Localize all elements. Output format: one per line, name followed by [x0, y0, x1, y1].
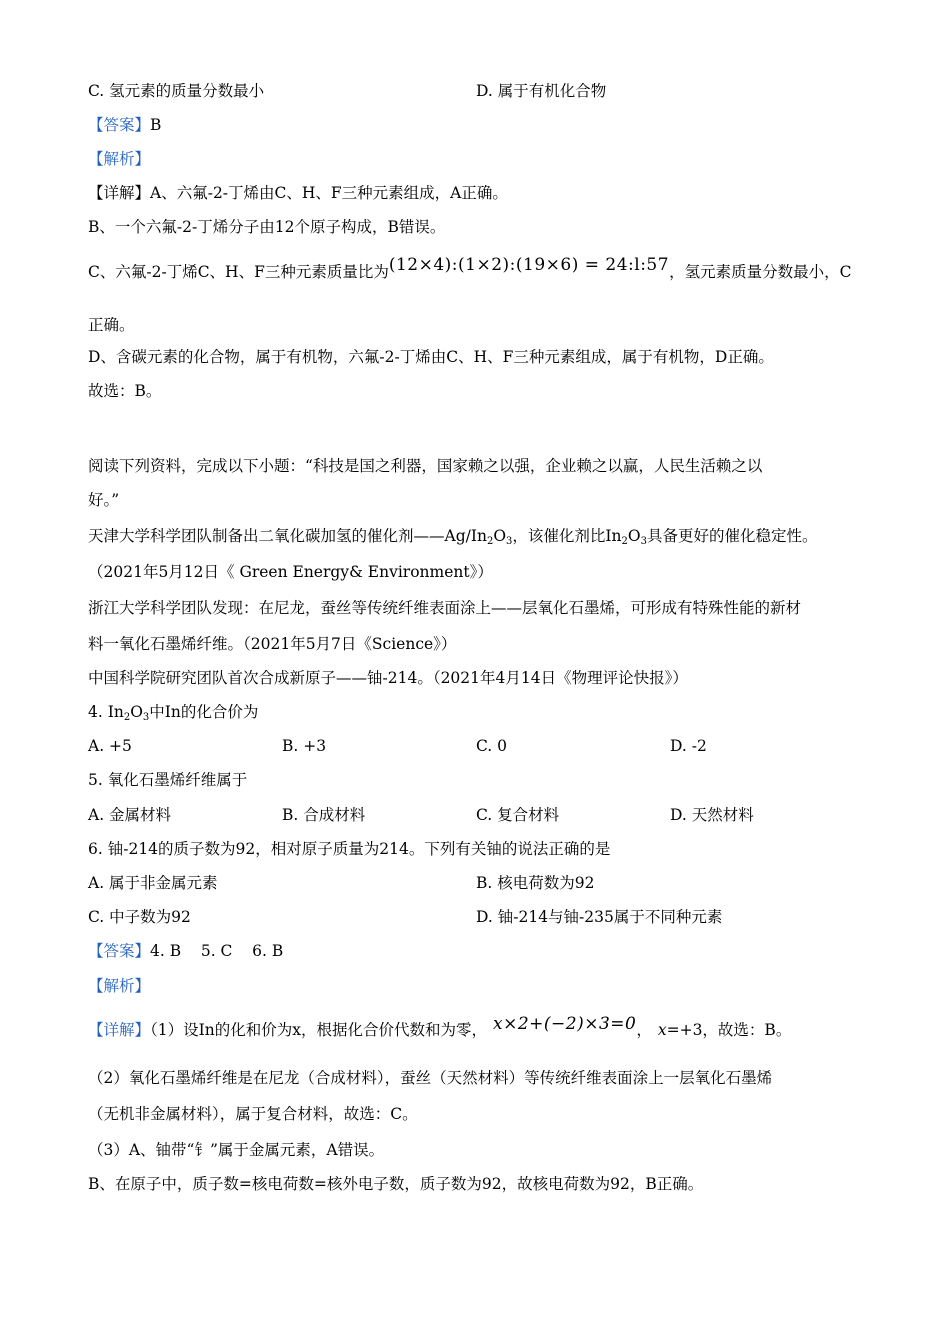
sub-3: 3 [506, 536, 513, 547]
q6-option-a: A. 属于非金属元素 [88, 874, 218, 892]
reading-line-5: 浙江大学科学团队发现：在尼龙，蚕丝等传统纤维表面涂上——层氧化石墨烯，可形成有特殊性能的新材 [88, 599, 802, 617]
explain2-line-2: （2）氧化石墨烯纤维是在尼龙（合成材料），蚕丝（天然材料）等传统纤维表面涂上一层氧化石墨烯 [88, 1069, 773, 1087]
q4-sub-3: 3 [142, 712, 150, 723]
option-d-prev: D. 属于有机化合物 [476, 82, 607, 100]
q6-option-c: C. 中子数为92 [88, 908, 191, 926]
sub-3b: 3 [640, 536, 647, 547]
q4-stem-b: O [130, 703, 143, 721]
q5-option-a: A. 金属材料 [88, 806, 172, 824]
explain1-line-2: B、一个六氟-2-丁烯分子由12个原子构成，B错误。 [88, 218, 446, 236]
explain1-c-text: C、六氟-2-丁烯C、H、F三种元素质量比为 [88, 263, 389, 281]
option-c-prev: C. 氢元素的质量分数最小 [88, 82, 265, 100]
q6-option-d: D. 铀-214与铀-235属于不同种元素 [476, 908, 723, 926]
reading-tianjin-a: 天津大学科学团队制备出二氧化碳加氢的催化剂——Ag/In [88, 527, 487, 545]
reading-line-7: 中国科学院研究团队首次合成新原子——铀-214。（2021年4月14日《物理评论快报》） [88, 669, 688, 687]
reading-line-1: 阅读下列资料，完成以下小题：“科技是国之利器，国家赖之以强，企业赖之以赢，人民生活赖之以 [88, 457, 763, 475]
answer-line-1 [88, 115, 161, 135]
q4-stem-c: 中In的化合价为 [149, 703, 259, 721]
reading-line-3 [88, 526, 818, 552]
reading-tianjin-d: O [627, 527, 641, 545]
analysis-tag-1: 【解析】 [88, 150, 151, 168]
q5-option-c: C. 复合材料 [476, 806, 560, 824]
q4-stem [88, 702, 258, 728]
detail-tag-2: 【详解】 [88, 1021, 151, 1039]
explain1-line-4: 正确。 [88, 316, 135, 334]
detail-tag: 【详解】 [88, 184, 151, 202]
answer-value-2: 4. B 5. C 6. B [150, 942, 284, 960]
reading-line-4: （2021年5月12日《 Green Energy& Environment》） [88, 563, 493, 581]
sub-2: 2 [486, 536, 494, 547]
q4-stem-a: 4. In [88, 703, 124, 721]
explain2-1a: （1）设In的化和价为x，根据化合价代数和为零， [150, 1021, 487, 1039]
q5-option-b: B. 合成材料 [282, 806, 366, 824]
explain1-c-tail: ，氢元素质量分数最小，C [669, 263, 852, 281]
q5-option-d: D. 天然材料 [670, 806, 754, 824]
answer-line-2 [88, 941, 283, 961]
reading-line-2: 好。” [88, 491, 120, 509]
explain2-1c: =+3，故选：B。 [666, 1021, 792, 1039]
answer-tag-2: 【答案】 [88, 942, 151, 960]
reading-tianjin-e: 具备更好的催化稳定性。 [647, 527, 818, 545]
sub-2b: 2 [621, 536, 628, 547]
q4-option-b: B. +3 [282, 737, 327, 755]
reading-line-6: 料一氧化石墨烯纤维。（2021年5月7日《Science》） [88, 635, 457, 653]
explain1-line-5: D、含碳元素的化合物，属于有机物，六氟-2-丁烯由C、H、F三种元素组成，属于有机物，D正确。 [88, 348, 774, 366]
q5-stem: 5. 氧化石墨烯纤维属于 [88, 771, 248, 789]
explain2-1b: ， [636, 1021, 652, 1039]
explain2-line-1 [88, 1014, 792, 1040]
explain1-a: A、六氟-2-丁烯由C、H、F三种元素组成，A正确。 [150, 184, 508, 202]
analysis-tag-2: 【解析】 [88, 977, 151, 995]
explain2-line-5: B、在原子中，质子数=核电荷数=核外电子数，质子数为92，故核电荷数为92，B正确。 [88, 1175, 704, 1193]
q6-stem: 6. 铀-214的质子数为92，相对原子质量为214。下列有关铀的说法正确的是 [88, 840, 611, 858]
q4-sub-2: 2 [123, 712, 131, 723]
explain2-line-4: （3）A、铀带“钅”属于金属元素，A错误。 [88, 1141, 385, 1159]
q4-option-d: D. -2 [670, 737, 707, 755]
reading-tianjin-b: O [493, 527, 507, 545]
q6-option-b: B. 核电荷数为92 [476, 874, 595, 892]
reading-tianjin-c: ，该催化剂比In [512, 527, 622, 545]
explain2-var-x: x [657, 1021, 667, 1039]
explain1-line-3 [88, 255, 852, 282]
q4-option-c: C. 0 [476, 737, 508, 755]
explain2-line-3: （无机非金属材料），属于复合材料，故选：C。 [88, 1105, 418, 1123]
mass-ratio-formula: (12×4):(1×2):(19×6) = 24:l:57 [388, 255, 670, 275]
answer-value: B [150, 116, 162, 134]
q4-option-a: A. +5 [88, 737, 132, 755]
valence-equation: x×2+(−2)×3=0 [492, 1014, 637, 1034]
answer-tag: 【答案】 [88, 116, 151, 134]
explain1-line-6: 故选：B。 [88, 382, 162, 400]
explain1-line-1 [88, 183, 508, 203]
